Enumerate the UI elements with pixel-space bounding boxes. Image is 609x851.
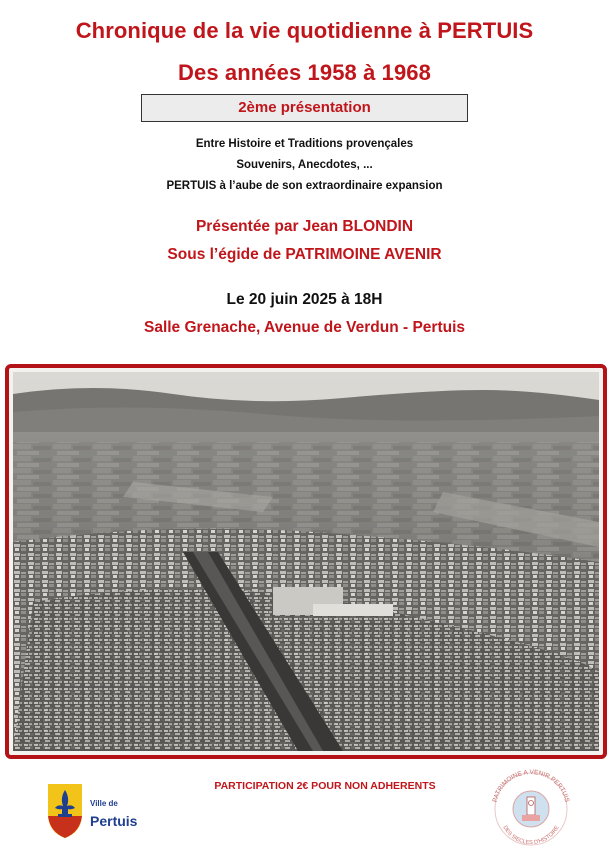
seal-bottom-text: DES SIECLES D'HISTOIRE	[501, 824, 561, 847]
seal-top-text: PATRIMOINE A VENIR PERTUIS	[491, 769, 571, 803]
tagline-history: Entre Histoire et Traditions provençales	[195, 138, 414, 150]
patrimoine-seal-icon	[482, 769, 580, 847]
tagline-memories: Souvenirs, Anecdotes, ...	[236, 159, 373, 171]
patronage-line: Sous l’égide de PATRIMOINE AVENIR	[167, 246, 442, 263]
aerial-town-photo	[13, 372, 599, 751]
fleur-de-lis-shield-icon	[40, 780, 180, 840]
photo-frame	[5, 364, 607, 759]
aerial-photo-illustration	[13, 372, 599, 751]
town-logo-line1: Ville de	[90, 799, 118, 808]
presenter-line: Présentée par Jean BLONDIN	[195, 218, 414, 235]
event-date: Le 20 juin 2025 à 18H	[226, 291, 383, 308]
tagline-expansion: PERTUIS à l’aube de son extraordinaire expansion	[166, 180, 443, 192]
poster-title: Chronique de la vie quotidienne à PERTUIS	[75, 18, 534, 43]
presentation-badge: 2ème présentation	[141, 94, 468, 122]
poster-subtitle-years: Des années 1958 à 1968	[178, 60, 431, 85]
participation-fee: PARTICIPATION 2€ POUR NON ADHERENTS	[214, 780, 436, 792]
event-venue: Salle Grenache, Avenue de Verdun - Pertuis	[143, 319, 466, 336]
ville-de-pertuis-logo	[40, 780, 180, 840]
town-logo-line2: Pertuis	[90, 813, 138, 829]
svg-text:DES SIECLES D'HISTOIRE	[501, 825, 560, 846]
patrimoine-avenir-logo	[482, 769, 580, 847]
